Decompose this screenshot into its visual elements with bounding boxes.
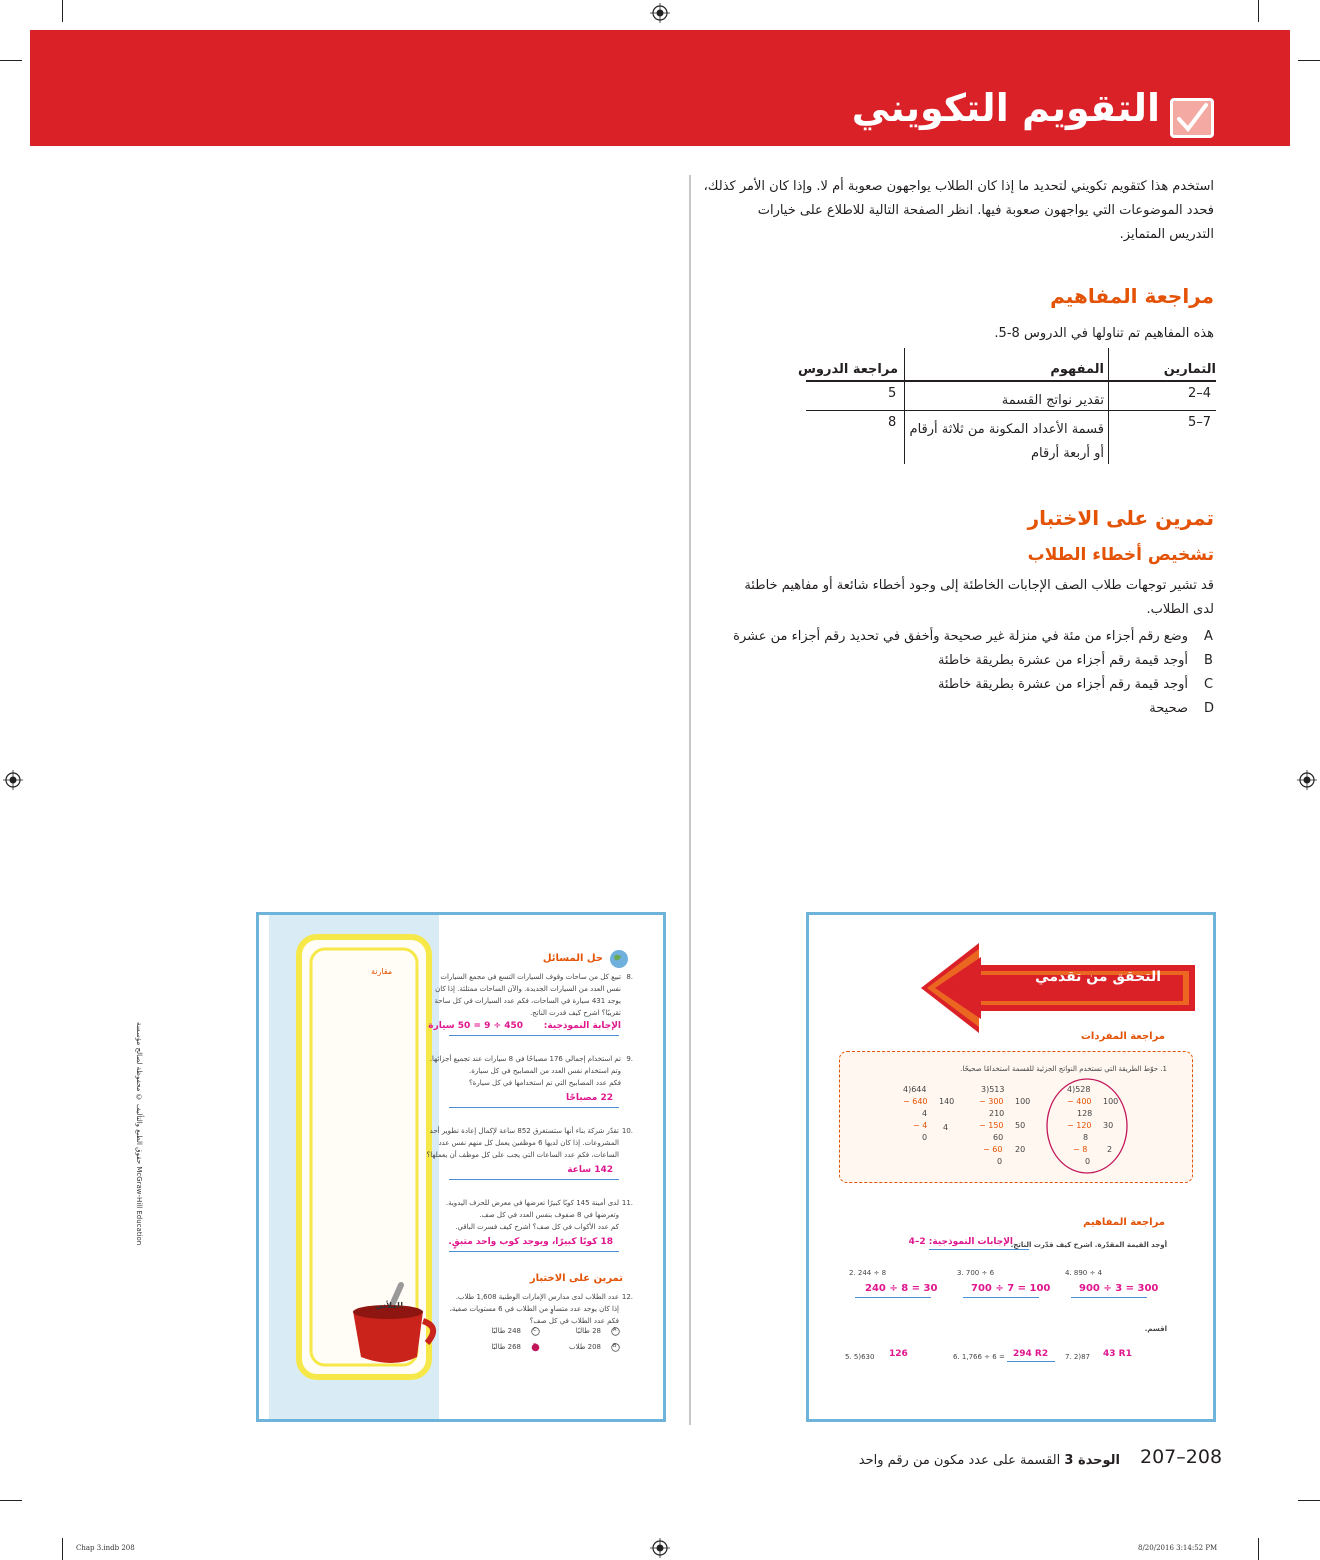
crop-mark xyxy=(0,1500,22,1501)
registration-mark-icon xyxy=(650,1538,670,1558)
problem-text: تقريبًا؟ اشرح كيف قدرت الناتج. xyxy=(529,1009,621,1017)
table-rule xyxy=(806,380,1216,382)
problem-text: وتم استخدام نفس العدد من المصابيح في كل سيارة. xyxy=(468,1067,621,1075)
division-work: 4 xyxy=(943,1123,949,1132)
vocab-review-heading: مراجعة المفردات xyxy=(1080,1031,1165,1042)
division-work: − 120 xyxy=(1067,1121,1092,1130)
table-header-exercises: التمارين xyxy=(1163,362,1216,377)
exercise-answer: 294 R2 xyxy=(1013,1349,1049,1359)
error-letter: A xyxy=(1204,629,1213,644)
choice-letter: D xyxy=(533,1343,537,1349)
error-text: صحيحة xyxy=(1149,701,1188,716)
answer-line xyxy=(855,1297,931,1298)
problem-number: 10. xyxy=(621,1127,633,1135)
division-work: 8 xyxy=(1083,1133,1089,1142)
globe-icon xyxy=(609,949,629,969)
division-work: 60 xyxy=(993,1133,1004,1142)
table-rule xyxy=(806,410,1216,411)
division-work: 210 xyxy=(989,1109,1005,1118)
problem-number: 9. xyxy=(626,1055,633,1063)
division-work: − 300 xyxy=(979,1097,1004,1106)
division-work: 0 xyxy=(997,1157,1003,1166)
checkmark-icon xyxy=(1170,98,1214,138)
division-work: 50 xyxy=(1015,1121,1026,1130)
answer-text: 22 مصباحًا xyxy=(565,1093,613,1103)
table-cell-concept: قسمة الأعداد المكونة من ثلاثة أرقام xyxy=(909,422,1104,437)
answer-text: 142 ساعة xyxy=(567,1165,613,1175)
divide-label: اقسم. xyxy=(1144,1325,1167,1333)
table-header-concept: المفهوم xyxy=(1050,362,1104,377)
exercise-answer: 900 ÷ 3 = 300 xyxy=(1079,1283,1159,1294)
problem-text: كم عدد الأكواب في كل صف؟ اشرح كيف فسرت الباقي. xyxy=(455,1223,619,1231)
answer-line xyxy=(449,1107,619,1108)
exercise-answer: 700 ÷ 7 = 100 xyxy=(971,1283,1051,1294)
exercise-answer: 43 R1 xyxy=(1103,1349,1132,1359)
error-text: أوجد قيمة رقم أجزاء من عشرة بطريقة خاطئة xyxy=(937,653,1188,668)
division-work: 0 xyxy=(1085,1157,1091,1166)
problem-text: المشروعات. إذا كان لديها 6 موظفين يعمل كل منهم نفس عدد xyxy=(438,1139,619,1147)
footer-unit-title: القسمة على عدد مكون من رقم واحد xyxy=(858,1453,1061,1468)
division-work: 128 xyxy=(1077,1109,1093,1118)
exercise-prompt: 7. 2)87 xyxy=(1065,1353,1090,1361)
problem-text: فكم عدد المصابيح التي تم استخدامها في كل سيارة؟ xyxy=(468,1079,621,1087)
error-letter: B xyxy=(1204,653,1213,668)
problem-text: إذا كان يوجد عدد متساوٍ من الطلاب في 6 مستويات صفية، xyxy=(449,1305,619,1313)
answer-line xyxy=(449,1035,619,1036)
student-page-thumbnail-right xyxy=(806,912,1216,1422)
table-cell-exercises: 5–7 xyxy=(1188,415,1212,430)
intro-line: فحدد الموضوعات التي يواجهون صعوبة فيها. انظر الصفحة التالية للاطلاع على خيارات xyxy=(757,203,1214,218)
concept-table xyxy=(797,348,1216,464)
exercise-prompt: 4. 890 ÷ 4 xyxy=(1065,1269,1103,1277)
answer-line xyxy=(1071,1297,1147,1298)
student-page-thumbnail-left xyxy=(256,912,666,1422)
exercise-prompt: 5. 5)630 xyxy=(845,1353,875,1361)
crop-mark xyxy=(62,0,63,22)
registration-mark-icon xyxy=(3,770,23,790)
problem-text: وتعرضها في 8 صفوف بنفس العدد في كل صف. xyxy=(479,1211,619,1219)
error-text: وضع رقم أجزاء من مئة في منزلة غير صحيحة وأخفق في تحديد رقم أجزاء من عشرة xyxy=(733,629,1188,644)
choice-text: 248 طالبًا xyxy=(491,1327,521,1335)
intro-line: استخدم هذا كتقويم تكويني لتحديد ما إذا كان الطلاب يواجهون صعوبة أم لا. وإذا كان الأمر كذلك، xyxy=(703,179,1214,194)
mug-icon xyxy=(343,1281,443,1371)
problem-text: عدد الطلاب لدى مدارس الإمارات الوطنية 1,608 طلاب. xyxy=(455,1293,619,1301)
table-cell-exercises: 2–4 xyxy=(1188,386,1212,401)
problem-text: فكم عدد الطلاب في كل صف؟ xyxy=(529,1317,619,1325)
division-work: 100 xyxy=(1103,1097,1119,1106)
answer-label: الإجابة النموذجية: xyxy=(543,1021,621,1031)
page-divider xyxy=(689,175,691,1425)
problem-text: تقدّر شركة بناء أنها ستستغرق 852 ساعة لإكمال إعادة تطوير أحد xyxy=(429,1127,619,1135)
error-letter: C xyxy=(1204,677,1214,692)
page-title: التقويم التكويني xyxy=(851,86,1160,130)
crop-mark xyxy=(62,1538,63,1560)
table-cell-lesson: 8 xyxy=(888,415,897,430)
division-work: − 640 xyxy=(903,1097,928,1106)
choice-text: 268 طالبًا xyxy=(491,1343,521,1351)
answer-text: 450 ÷ 9 = 50 سيارة xyxy=(428,1021,523,1031)
answer-line xyxy=(929,1249,1029,1250)
table-column-rule xyxy=(904,348,905,464)
copyright-notice: حقوق الطبع والتأليف © محفوظة لصالح مؤسسة McGraw-Hill Education xyxy=(135,1022,143,1246)
table-column-rule xyxy=(1108,348,1109,464)
file-slug: Chap 3.indb 208 xyxy=(76,1544,135,1552)
crop-mark xyxy=(1298,60,1320,61)
answer-text: 18 كوبًا كبيرًا، ويوجد كوب واحد متبقٍ. xyxy=(448,1237,613,1247)
problem-text: يوجد 431 سيارة في الساحات، فكم عدد السيارات في كل ساحة xyxy=(434,997,621,1005)
division-work: 3)513 xyxy=(981,1085,1005,1094)
answer-line xyxy=(1007,1361,1055,1362)
division-work: 100 xyxy=(1015,1097,1031,1106)
division-work: 140 xyxy=(939,1097,955,1106)
division-work: − 8 xyxy=(1073,1145,1088,1154)
table-cell-lesson: 5 xyxy=(888,386,897,401)
progress-arrow-icon xyxy=(921,941,1201,1035)
concept-review-note: هذه المفاهيم تم تناولها في الدروس 8-5. xyxy=(994,326,1214,341)
problem-number: 11. xyxy=(621,1199,633,1207)
division-work: − 60 xyxy=(983,1145,1003,1154)
registration-mark-icon xyxy=(1297,770,1317,790)
checkmark-icon xyxy=(1173,101,1211,135)
exercise-prompt: 2. 244 ÷ 8 xyxy=(849,1269,887,1277)
table-cell-concept: أو أربعة أرقام xyxy=(1030,446,1104,461)
problem-text: تبيع كل من ساحات وقوف السيارات التسع في مجمع السيارات xyxy=(440,973,621,981)
choice-text: 28 طالبًا xyxy=(575,1327,601,1335)
division-work: 2 xyxy=(1107,1145,1113,1154)
page-numbers: 207–208 xyxy=(1140,1446,1223,1468)
table-cell-concept: تقدير نواتج القسمة xyxy=(1001,393,1104,408)
diagnose-intro: لدى الطلاب. xyxy=(1146,602,1214,617)
crop-mark xyxy=(1258,0,1259,22)
problem-text: نفس العدد من السيارات الجديدة. والآن الساحات ممتلئة. إذا كان xyxy=(435,985,621,993)
concept-review-heading: مراجعة المفاهيم xyxy=(1050,284,1214,308)
exercise-answer: 240 ÷ 8 = 30 xyxy=(865,1283,938,1294)
crop-mark xyxy=(1298,1500,1320,1501)
test-practice-heading: تمرين على الاختبار xyxy=(1027,506,1214,530)
concept-review-heading-small: مراجعة المفاهيم xyxy=(1083,1217,1165,1228)
footer-unit-label: الوحدة 3 xyxy=(1064,1453,1120,1468)
problem-text: لدى أمينة 145 كوبًا كبيرًا تعرضها في معرض للحرف اليدوية. xyxy=(445,1199,619,1207)
answer-line xyxy=(963,1297,1039,1298)
division-work: 4 xyxy=(922,1109,928,1118)
error-letter: D xyxy=(1204,701,1215,716)
table-header-lessons: مراجعة الدروس xyxy=(797,362,898,377)
problem-number: 12. xyxy=(621,1293,633,1301)
fill-me-label: املأني! xyxy=(375,1301,404,1310)
answer-line xyxy=(449,1251,619,1252)
division-work: − 150 xyxy=(979,1121,1004,1130)
intro-line: التدريس المتمايز. xyxy=(1119,227,1214,242)
division-work: 30 xyxy=(1103,1121,1114,1130)
choice-letter: A xyxy=(613,1327,617,1333)
crop-mark xyxy=(0,60,22,61)
division-work: 4)528 xyxy=(1067,1085,1091,1094)
concept-instruction: أوجد القيمة المقدّرة. اشرح كيف قدّرت الناتج. xyxy=(1010,1241,1167,1249)
division-work: − 4 xyxy=(913,1121,928,1130)
progress-title: التحقق من تقدمي xyxy=(1035,969,1161,985)
crop-mark xyxy=(1258,1538,1259,1560)
exercise-prompt: 3. 700 ÷ 6 xyxy=(957,1269,995,1277)
exercise-prompt: 6. 1,766 ÷ 6 = xyxy=(953,1353,1005,1361)
note-label: مقارنة xyxy=(371,967,393,976)
problem-text: الساعات، فكم عدد الساعات التي يجب على كل موظف أن يعملها؟ xyxy=(426,1151,619,1159)
registration-mark-icon xyxy=(650,3,670,23)
model-answers-label: الإجابات النموذجية: 2–4 xyxy=(908,1237,1013,1247)
division-work: 20 xyxy=(1015,1145,1026,1154)
division-work: − 400 xyxy=(1067,1097,1092,1106)
problem-solving-heading: حل المسائل xyxy=(542,953,603,964)
error-text: أوجد قيمة رقم أجزاء من عشرة بطريقة خاطئة xyxy=(937,677,1188,692)
footer-unit xyxy=(859,1453,1120,1468)
diagnose-errors-heading: تشخيص أخطاء الطلاب xyxy=(1027,545,1214,565)
division-work: 0 xyxy=(922,1133,928,1142)
division-work: 4)644 xyxy=(903,1085,927,1094)
exercise-answer: 126 xyxy=(889,1349,908,1359)
diagnose-intro: قد تشير توجهات طلاب الصف الإجابات الخاطئة إلى وجود أخطاء شائعة أو مفاهيم خاطئة xyxy=(744,578,1214,593)
choice-letter: C xyxy=(533,1327,537,1333)
print-timestamp: 8/20/2016 3:14:52 PM xyxy=(1138,1544,1218,1552)
choice-letter: B xyxy=(613,1343,617,1349)
problem-text: تم استخدام إجمالي 176 مصباحًا في 8 سيارات عند تجميع أجزائها. xyxy=(429,1055,621,1063)
choice-text: 208 طلاب xyxy=(569,1343,601,1351)
problem-number: 8. xyxy=(626,973,633,981)
vocab-instruction: 1. حوّط الطريقة التي تستخدم النواتج الجزئية للقسمة استخدامًا صحيحًا. xyxy=(960,1065,1167,1073)
answer-line xyxy=(449,1179,619,1180)
test-practice-heading-small: تمرين على الاختبار xyxy=(529,1273,623,1284)
